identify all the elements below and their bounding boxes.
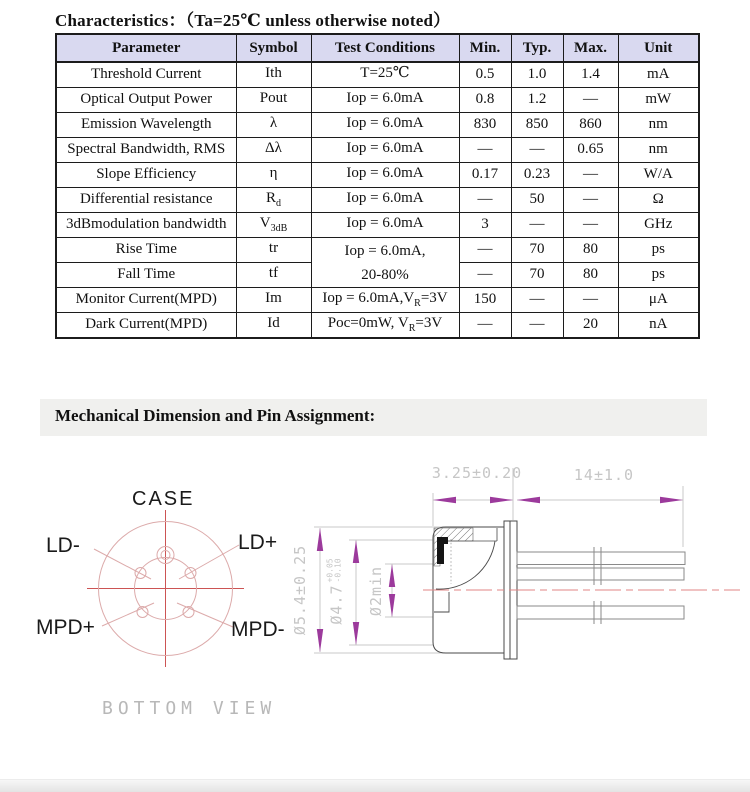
- cond-cell: Iop = 6.0mA: [311, 213, 459, 238]
- col-header-min: Min.: [459, 34, 511, 62]
- typ-cell: 70: [511, 263, 563, 288]
- symbol-cell: Ith: [236, 62, 311, 88]
- symbol-cell: $V_{3dB}$: [236, 213, 311, 238]
- pin-label-ld-plus: LD+: [238, 531, 278, 554]
- max-cell: —: [563, 288, 618, 313]
- max-cell: 0.65: [563, 138, 618, 163]
- bottom-view-label: BOTTOM VIEW: [102, 698, 277, 719]
- symbol-cell: Id: [236, 313, 311, 339]
- param-cell: Slope Efficiency: [56, 163, 236, 188]
- param-cell: Emission Wavelength: [56, 113, 236, 138]
- min-cell: 830: [459, 113, 511, 138]
- min-cell: —: [459, 188, 511, 213]
- unit-cell: W/A: [618, 163, 699, 188]
- max-cell: 20: [563, 313, 618, 339]
- min-cell: 0.8: [459, 88, 511, 113]
- dim-body-diameter: Ø5.4±0.25: [291, 544, 309, 636]
- table-row: [56, 138, 699, 163]
- pin-label-mpd-plus: MPD+: [36, 616, 95, 639]
- dim-window-diameter: Ø2min: [367, 565, 385, 617]
- symbol-cell: Im: [236, 288, 311, 313]
- unit-cell: nA: [618, 313, 699, 339]
- section-header-bar: [40, 399, 707, 436]
- param-cell: Dark Current(MPD): [56, 313, 236, 339]
- typ-cell: 70: [511, 238, 563, 263]
- param-cell: Fall Time: [56, 263, 236, 288]
- min-cell: 0.5: [459, 62, 511, 88]
- table-row: [56, 163, 699, 188]
- cond-cell: Iop = 6.0mA: [311, 138, 459, 163]
- param-cell: Rise Time: [56, 238, 236, 263]
- table-row: [56, 288, 699, 313]
- min-cell: —: [459, 313, 511, 339]
- unit-cell: mA: [618, 62, 699, 88]
- typ-cell: —: [511, 138, 563, 163]
- cond-cell: Iop = 6.0mA: [311, 188, 459, 213]
- table-row: [56, 213, 699, 238]
- typ-cell: 50: [511, 188, 563, 213]
- symbol-cell: Δλ: [236, 138, 311, 163]
- param-cell: Differential resistance: [56, 188, 236, 213]
- bottom-view-drawing: [87, 510, 244, 667]
- cond-cell: Poc=0mW, $V_R=3V$: [311, 313, 459, 339]
- typ-cell: 850: [511, 113, 563, 138]
- unit-cell: ps: [618, 238, 699, 263]
- col-header-parameter: Parameter: [56, 34, 236, 62]
- cond-cell: T=25℃: [311, 62, 459, 88]
- table-header-row: [56, 34, 699, 62]
- min-cell: —: [459, 263, 511, 288]
- col-header-test-conditions: Test Conditions: [311, 34, 459, 62]
- max-cell: 860: [563, 113, 618, 138]
- param-cell: Monitor Current(MPD): [56, 288, 236, 313]
- unit-cell: nm: [618, 138, 699, 163]
- package-pins: [517, 547, 685, 624]
- table-row: [56, 113, 699, 138]
- max-cell: —: [563, 213, 618, 238]
- unit-cell: GHz: [618, 213, 699, 238]
- symbol-cell: λ: [236, 113, 311, 138]
- cond-cell: Iop = 6.0mA: [311, 113, 459, 138]
- max-cell: 80: [563, 263, 618, 288]
- symbol-cell: Pout: [236, 88, 311, 113]
- typ-cell: —: [511, 313, 563, 339]
- case-label: CASE: [132, 488, 195, 510]
- typ-cell: 0.23: [511, 163, 563, 188]
- typ-cell: 1.2: [511, 88, 563, 113]
- col-header-typ: Typ.: [511, 34, 563, 62]
- typ-cell: 1.0: [511, 62, 563, 88]
- dim-flange-diameter: Ø4.7 +0.05 -0.10: [325, 558, 346, 625]
- table-row: [56, 238, 699, 263]
- symbol-cell: η: [236, 163, 311, 188]
- max-cell: —: [563, 163, 618, 188]
- dim-cap-length: 3.25±0.20: [431, 464, 523, 482]
- tolerance-stack: +0.05 -0.10: [325, 558, 343, 583]
- max-cell: —: [563, 88, 618, 113]
- max-cell: 1.4: [563, 62, 618, 88]
- table-row: [56, 188, 699, 213]
- cond-cell: Iop = 6.0mA: [311, 163, 459, 188]
- cond-cell: Iop = $6.0mA,V_R=3V$: [311, 288, 459, 313]
- param-cell: 3dBmodulation bandwidth: [56, 213, 236, 238]
- min-cell: —: [459, 138, 511, 163]
- footer-divider: [0, 779, 750, 792]
- cond-cell-merged: Iop = 6.0mA, 20-80%: [311, 238, 459, 288]
- pin-label-ld-minus: LD-: [46, 534, 80, 557]
- section-title: Mechanical Dimension and Pin Assignment:: [55, 406, 376, 425]
- typ-cell: —: [511, 288, 563, 313]
- typ-cell: —: [511, 213, 563, 238]
- characteristics-table: [55, 33, 700, 339]
- unit-cell: μA: [618, 288, 699, 313]
- cond-cell: Iop = 6.0mA: [311, 88, 459, 113]
- min-cell: —: [459, 238, 511, 263]
- min-cell: 150: [459, 288, 511, 313]
- unit-cell: Ω: [618, 188, 699, 213]
- table-row: [56, 313, 699, 339]
- min-cell: 0.17: [459, 163, 511, 188]
- unit-cell: mW: [618, 88, 699, 113]
- pin-label-mpd-minus: MPD-: [231, 618, 285, 641]
- max-cell: 80: [563, 238, 618, 263]
- symbol-cell: tr: [236, 238, 311, 263]
- param-cell: Threshold Current: [56, 62, 236, 88]
- dim-pin-length: 14±1.0: [573, 466, 635, 484]
- table-row: [56, 62, 699, 88]
- min-cell: 3: [459, 213, 511, 238]
- page-title: Characteristics：（Ta=25℃ unless otherwise noted）: [55, 11, 451, 30]
- unit-cell: nm: [618, 113, 699, 138]
- param-cell: Optical Output Power: [56, 88, 236, 113]
- col-header-unit: Unit: [618, 34, 699, 62]
- param-cell: Spectral Bandwidth, RMS: [56, 138, 236, 163]
- table-row: [56, 88, 699, 113]
- max-cell: —: [563, 188, 618, 213]
- symbol-cell: $R_d$: [236, 188, 311, 213]
- col-header-max: Max.: [563, 34, 618, 62]
- symbol-cell: tf: [236, 263, 311, 288]
- col-header-symbol: Symbol: [236, 34, 311, 62]
- unit-cell: ps: [618, 263, 699, 288]
